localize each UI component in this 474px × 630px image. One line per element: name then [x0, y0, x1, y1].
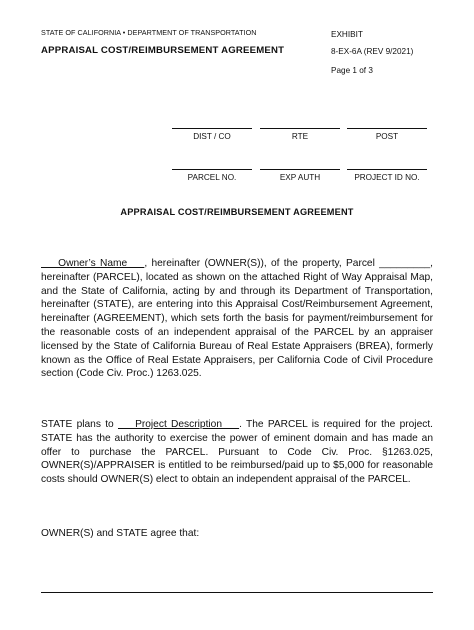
dist-co-line — [172, 128, 252, 129]
owner-name-blank[interactable]: Owner’s Name — [41, 258, 145, 269]
exhibit-label: EXHIBIT — [331, 30, 363, 39]
bottom-rule — [41, 592, 433, 593]
rte-field[interactable] — [260, 128, 340, 141]
post-label: POST — [375, 132, 399, 141]
project-paragraph — [41, 418, 433, 487]
exp-auth-label: EXP AUTH — [279, 173, 321, 182]
paragraph-text: STATE plans to — [41, 419, 118, 430]
parcel-no-label: PARCEL NO. — [187, 173, 237, 182]
post-field[interactable] — [347, 128, 427, 141]
page-number: Page 1 of 3 — [331, 66, 373, 75]
dist-co-field[interactable] — [172, 128, 252, 141]
document-title: APPRAISAL COST/REIMBURSEMENT AGREEMENT — [120, 207, 354, 217]
agency-header: STATE OF CALIFORNIA • DEPARTMENT OF TRANSPORTATION — [41, 28, 257, 37]
form-title: APPRAISAL COST/REIMBURSEMENT AGREEMENT — [41, 45, 285, 56]
project-id-line — [347, 169, 427, 170]
exp-auth-line — [260, 169, 340, 170]
project-id-label: PROJECT ID NO. — [354, 173, 420, 182]
rte-label: RTE — [291, 132, 309, 141]
post-line — [347, 128, 427, 129]
rte-line — [260, 128, 340, 129]
form-number: 8-EX-6A (REV 9/2021) — [331, 47, 414, 56]
exp-auth-field[interactable] — [260, 169, 340, 182]
dist-co-label: DIST / CO — [193, 132, 231, 141]
paragraph-text: . The PARCEL is required for the project. STATE has the authority to exercise the power of eminent domain and has made an offer to purchase the PARCEL. Pursuant to Code Civ. Proc. §1263.025, OWNER(S)/APPRAISER is entitled to be reimbursed/paid up to $5,000 for reasonable costs should OWNER(S) elect to obtain an independent appraisal of the PARCEL. — [41, 419, 433, 486]
project-id-field[interactable] — [347, 169, 427, 182]
agree-paragraph: OWNER(S) and STATE agree that: — [41, 528, 200, 539]
parcel-blank[interactable]: _________ — [379, 258, 431, 269]
parcel-no-line — [172, 169, 252, 170]
project-description-blank[interactable]: Project Description — [117, 419, 240, 430]
paragraph-text: , hereinafter (OWNER(S)), of the property, Parcel — [144, 258, 380, 269]
parcel-no-field[interactable] — [172, 169, 252, 182]
agreement-paragraph — [41, 257, 433, 381]
paragraph-text: , hereinafter (PARCEL), located as shown on the attached Right of Way Appraisal Map, and the State of California, acting by and through its Department of Transportation, hereinafter (STATE), are entering into this Appraisal Cost/Reimbursement Agreement, hereinafter (AGREEMENT), which sets forth the basis for payment/reimbursement for the reasonable costs of an independent appraisal of the PARCEL by an appraiser licensed by the State of California Bureau of Real Estate Appraisers (BREA), formerly known as the Office of Real Estate Appraisers, per California Code of Civil Procedure section (Code Civ. Proc.) 1263.025. — [41, 258, 433, 380]
